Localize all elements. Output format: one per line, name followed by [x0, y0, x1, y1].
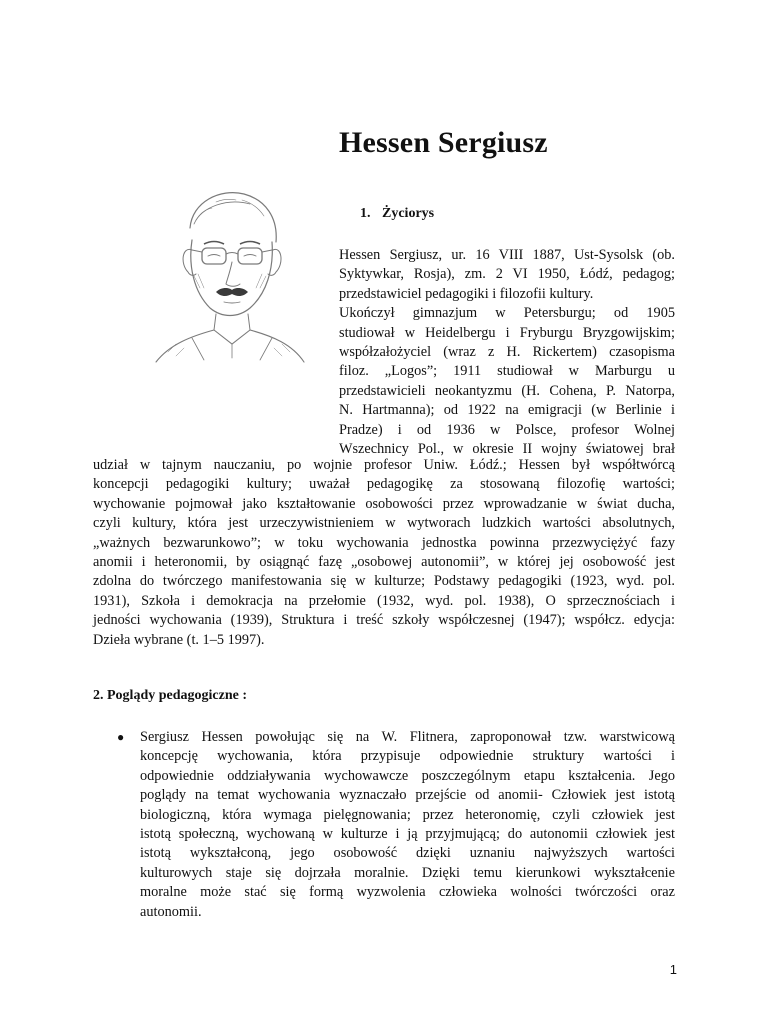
text-line: udział w tajnym nauczaniu, po wojnie profesor Uniw. Łódź.; Hessen był współtwórcą [93, 457, 675, 473]
text-line: moralne może stać się formą wyzwolenia człowieka wolności twórczości oraz [140, 884, 675, 901]
section-heading-views: 2. Poglądy pedagogiczne : [93, 688, 247, 703]
text-line: kulturowych staje się dojrzała moralnie. Dzięki temu kierunkowi wykształcenie [140, 864, 675, 881]
text-line: Sergiusz Hessen powołując się na W. Flitnera, zaproponował tzw. warstwicową [140, 729, 675, 745]
text-line: 1931), Szkoła i demokracja na przełomie (1932, wyd. pol. 1938), O sprzecznościach i [93, 592, 675, 609]
text-line: zdolna do twórczego manifestowania się w kulturze; Podstawy pedagogiki (1923, wyd. pol. [93, 573, 675, 590]
bullet-paragraph [140, 728, 675, 922]
section-title: Życiorys [382, 206, 435, 221]
biography-paragraph [93, 456, 675, 650]
text-line: koncepcję wychowania, która przypisuje odpowiednie struktury wartości i [140, 748, 675, 765]
text-line: istotą wykształconą, jego osobowość dzięki uznaniu najwyższych wartości [140, 845, 675, 862]
text-line: Dzieła wybrane (t. 1–5 1997). [93, 631, 265, 648]
section-number: 1. [360, 206, 371, 221]
text-line: czyli kultury, która jest urzeczywistnieniem w wytworach ludzkich wartości absolutnych, [93, 515, 675, 532]
text-line: Hessen Sergiusz, ur. 16 VIII 1887, Ust-Sysolsk (ob. [339, 247, 675, 263]
text-line: wychowanie pojmował jako kształtowanie osobowości przez wprowadzanie w świat ducha, [93, 495, 675, 512]
text-line: filoz. „Logos”; 1911 studiował w Marburgu u [339, 363, 675, 380]
text-line: N. Hartmanna); od 1922 na emigracji (w Berlinie i [339, 402, 675, 419]
text-line: współzałożyciel (wraz z H. Rickertem) czasopisma [339, 344, 675, 361]
text-line: biologiczną, która wymaga pielęgnowania; przez heteronomię, czyli człowiek jest [140, 806, 675, 823]
section-heading-biography [360, 206, 434, 222]
page-number: 1 [669, 962, 677, 977]
text-line: istotą społeczną, wychowaną w kulturze i ją przyjmującą; do autonomii człowiek jest [140, 826, 675, 843]
biography-intro-paragraph [339, 246, 675, 459]
text-line: Ukończył gimnazjum w Petersburgu; od 1905 [339, 305, 675, 322]
text-line: przedstawiciel pedagogiki i filozofii kultury. [339, 285, 594, 302]
text-line: poglądy na temat wychowania wyznaczało przejście od anomii- Człowiek jest istotą [140, 787, 675, 804]
text-line: anomii i heteronomii, by osiągnąć fazę „osobowej autonomii”, w której jej osobowość jest [93, 554, 675, 571]
text-line: koncepcji pedagogiki kultury; uważał pedagogikę za stosowaną filozofię wartości; [93, 476, 675, 493]
text-line: odpowiednie oddziaływania wychowawcze poszczególnym etapu kształcenia. Jego [140, 767, 675, 784]
text-line: Pradze) i od 1936 w Polsce, profesor Wolnej [339, 421, 675, 438]
text-line: przedstawicieli neokantyzmu (H. Cohena, P. Natorpa, [339, 382, 675, 399]
page-title: Hessen Sergiusz [339, 126, 548, 159]
portrait-sketch-icon [132, 180, 322, 370]
text-line: autonomii. [140, 903, 202, 920]
text-line: „ważnych bezwarunkowo”; w toku wychowania jednostka powinna przezwyciężyć fazy [93, 534, 675, 551]
text-line: studiował w Heidelbergu i Fryburgu Bryzgowijskim; [339, 324, 675, 341]
text-line: Syktywkar, Rosja), zm. 2 VI 1950, Łódź, pedagog; [339, 266, 675, 283]
text-line: jedności wychowania (1939), Struktura i treść szkoły współczesnej (1947); współcz. edycja: [93, 612, 675, 629]
text-line: Wszechnicy Pol., w okresie II wojny światowej brał [339, 441, 675, 458]
bullet-icon: ● [117, 730, 125, 744]
